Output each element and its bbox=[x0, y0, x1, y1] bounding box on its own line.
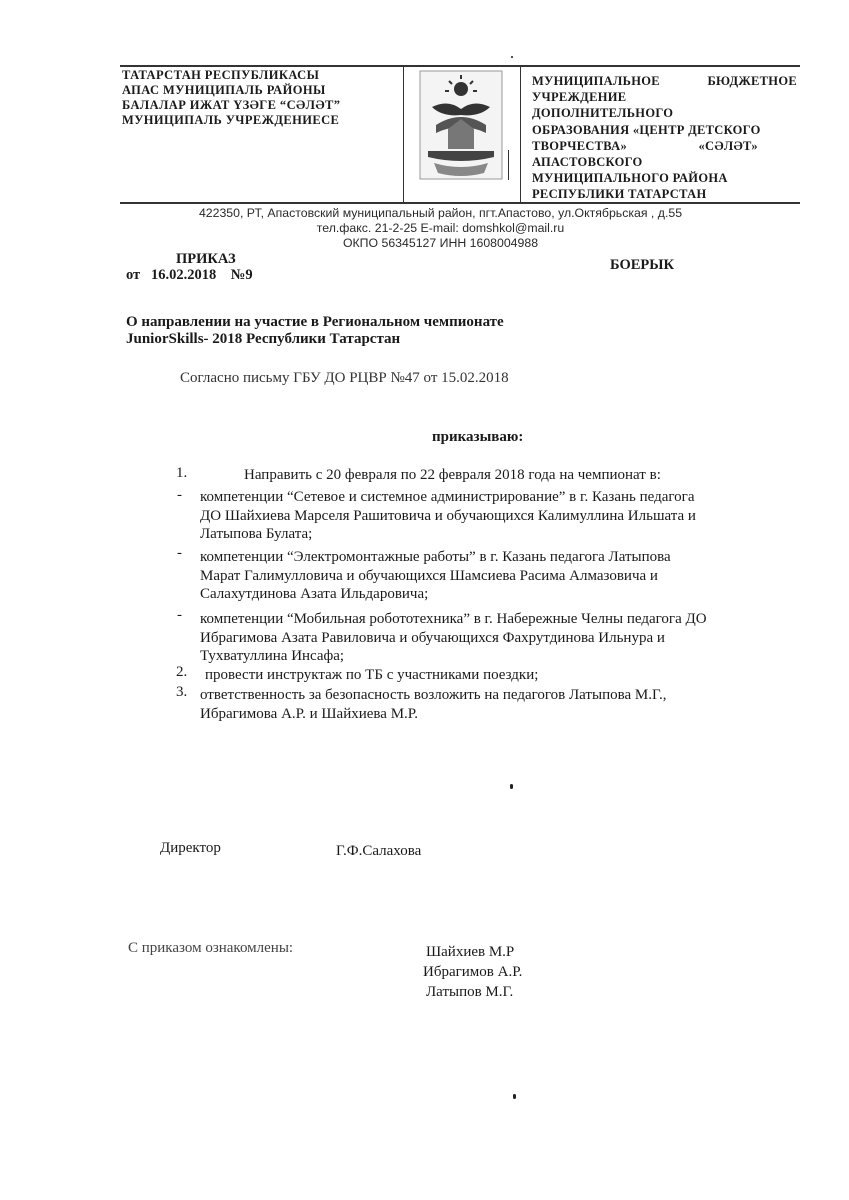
competence-2-line: компетенции “Электромонтажные работы” в г. Казань педагога Латыпова bbox=[200, 549, 671, 565]
header-right-line: УЧРЕЖДЕНИЕ bbox=[532, 90, 627, 105]
competence-2-line: Марат Галимулловича и обучающихся Шамсиева Расима Алмазовича и bbox=[200, 567, 658, 584]
header-right-line: МУНИЦИПАЛЬНОЕ БЮДЖЕТНОЕ bbox=[532, 74, 797, 88]
header-right-line: ОБРАЗОВАНИЯ «ЦЕНТР ДЕТСКОГО bbox=[532, 122, 761, 137]
order-title-ru: ПРИКАЗ bbox=[176, 251, 236, 267]
scan-speck bbox=[510, 784, 513, 789]
header-divider-right bbox=[520, 66, 521, 203]
competence-3-line: компетенции “Мобильная робототехника” в г. Набережные Челны педагога ДО bbox=[200, 611, 707, 627]
header-russian-name bbox=[532, 73, 797, 203]
item-3-text bbox=[200, 686, 800, 723]
scan-speck bbox=[511, 56, 513, 58]
acquainted-label: С приказом ознакомлены: bbox=[128, 940, 294, 956]
order-date-number: от 16.02.2018 №9 bbox=[126, 267, 253, 283]
item-3-line: ответственность за безопасность возложить на педагогов Латыпова М.Г., bbox=[200, 687, 667, 703]
scan-speck bbox=[513, 1094, 516, 1099]
acquainted-name: Ибрагимов А.Р. bbox=[423, 964, 523, 980]
item-number: 1. bbox=[176, 465, 188, 481]
competence-2-line: Салахутдинова Азата Ильдаровича; bbox=[200, 586, 429, 602]
item-3-line: Ибрагимова А.Р. и Шайхиева М.Р. bbox=[200, 705, 419, 722]
header-right-line: ДОПОЛНИТЕЛЬНОГО bbox=[532, 106, 674, 121]
item-number: 2. bbox=[176, 664, 188, 680]
item-1-text: Направить с 20 февраля по 22 февраля 2018 года на чемпионат в: bbox=[244, 467, 661, 483]
competence-1-line: ДО Шайхиева Марселя Рашитовича и обучающихся Калимуллина Ильшата и bbox=[200, 507, 696, 524]
header-left-line: БАЛАЛАР ИЖАТ ҮЗӘГЕ “СӘЛӘТ” bbox=[122, 98, 341, 112]
signature-name: Г.Ф.Салахова bbox=[336, 843, 422, 859]
header-left-line: МУНИЦИПАЛЬ УЧРЕЖДЕНИЕСЕ bbox=[122, 113, 340, 127]
competence-3-line: Ибрагимова Азата Равиловича и обучающихся Фахрутдинова Ильнура и bbox=[200, 629, 665, 646]
address-line: 422350, РТ, Апастовский муниципальный район, пгт.Апастово, ул.Октябрьская , д.55 bbox=[198, 206, 683, 220]
signature-position: Директор bbox=[160, 840, 221, 856]
header-divider-small bbox=[508, 150, 509, 180]
order-title-tt: БОЕРЫК bbox=[610, 257, 675, 273]
header-right-line: МУНИЦИПАЛЬНОГО РАЙОНА bbox=[532, 171, 728, 186]
acquainted-name: Шайхиев М.Р bbox=[426, 944, 515, 960]
phone-email-line: тел.факс. 21-2-25 E-mail: domshkol@mail.ru bbox=[316, 221, 565, 235]
item-2-text: провести инструктаж по ТБ с участниками поездки; bbox=[205, 667, 539, 683]
competence-1-line: Латыпова Булата; bbox=[200, 526, 313, 542]
item-dash: - bbox=[177, 487, 182, 503]
header-right-line: АПАСТОВСКОГО bbox=[532, 155, 643, 170]
header-left-line: АПАС МУНИЦИПАЛЬ РАЙОНЫ bbox=[122, 83, 326, 97]
order-basis: Согласно письму ГБУ ДО РЦВР №47 от 15.02.2018 bbox=[180, 370, 509, 386]
item-dash: - bbox=[177, 607, 182, 623]
header-tatar-name bbox=[122, 68, 404, 128]
item-number: 3. bbox=[176, 684, 188, 700]
header-right-line: ТВОРЧЕСТВА» «СӘЛӘТ» bbox=[532, 138, 758, 153]
competence-3 bbox=[200, 610, 810, 666]
header-left-line: ТАТАРСТАН РЕСПУБЛИКАСЫ bbox=[122, 68, 320, 82]
competence-2 bbox=[200, 548, 800, 604]
order-subject: JuniorSkills- 2018 Республики Татарстан bbox=[126, 331, 401, 347]
order-subject: О направлении на участие в Региональном чемпионате bbox=[126, 314, 504, 330]
header-right-line: РЕСПУБЛИКИ ТАТАРСТАН bbox=[532, 187, 707, 202]
item-dash: - bbox=[177, 545, 182, 561]
competence-3-line: Тухватуллина Инсафа; bbox=[200, 648, 345, 664]
header-top-border bbox=[120, 65, 800, 67]
competence-1 bbox=[200, 488, 800, 544]
orders-word: приказываю: bbox=[432, 429, 524, 445]
coat-of-arms-icon bbox=[418, 69, 504, 181]
acquainted-name: Латыпов М.Г. bbox=[426, 984, 514, 1000]
competence-1-line: компетенции “Сетевое и системное администрирование” в г. Казань педагога bbox=[200, 489, 695, 505]
codes-line: ОКПО 56345127 ИНН 1608004988 bbox=[342, 236, 539, 250]
